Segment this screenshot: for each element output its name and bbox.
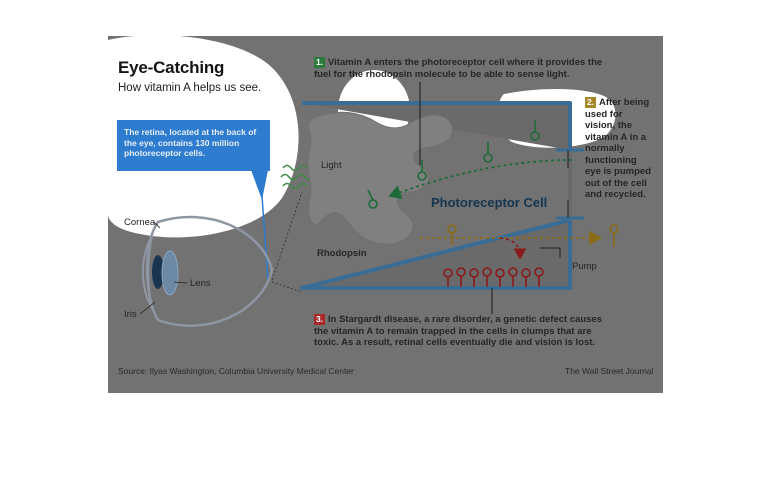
step-1-text: Vitamin A enters the photoreceptor cell where it provides the fuel for the rhodopsin molecule to be able to sense light.: [314, 57, 603, 80]
label-lens: Lens: [190, 278, 211, 289]
step-1-note: [314, 57, 604, 80]
step-2-note: [585, 97, 651, 201]
footer-source: Source: Ilyas Washington, Columbia University Medical Center: [118, 366, 354, 376]
retina-callout: The retina, located at the back of the eye, contains 130 million photoreceptor cells.: [124, 127, 257, 158]
footer-credit: The Wall Street Journal: [565, 366, 654, 376]
step-3-note: [314, 314, 614, 349]
step-1-number: 1.: [315, 57, 324, 67]
page-title: Eye-Catching: [118, 58, 225, 77]
label-light: Light: [321, 160, 342, 171]
step-2-text: After being used for vision, the vitamin A in a normally functioning eye is pumped out of the cell and recycled.: [585, 97, 651, 200]
label-pump: Pump: [572, 261, 597, 272]
lens-shape: [162, 251, 178, 295]
step-2-number: 2.: [586, 97, 595, 107]
step-3-text: In Stargardt disease, a rare disorder, a genetic defect causes the vitamin A to remain trapped in the cells in clumps that are toxic. As a result, retinal cells eventually die and vision is lost.: [314, 314, 603, 348]
step-3-number: 3.: [315, 314, 324, 324]
label-photoreceptor-cell: Photoreceptor Cell: [431, 195, 548, 210]
page-subtitle: How vitamin A helps us see.: [118, 82, 262, 94]
label-cornea: Cornea: [124, 217, 156, 228]
label-iris: Iris: [124, 309, 137, 320]
label-rhodopsin: Rhodopsin: [317, 248, 367, 259]
